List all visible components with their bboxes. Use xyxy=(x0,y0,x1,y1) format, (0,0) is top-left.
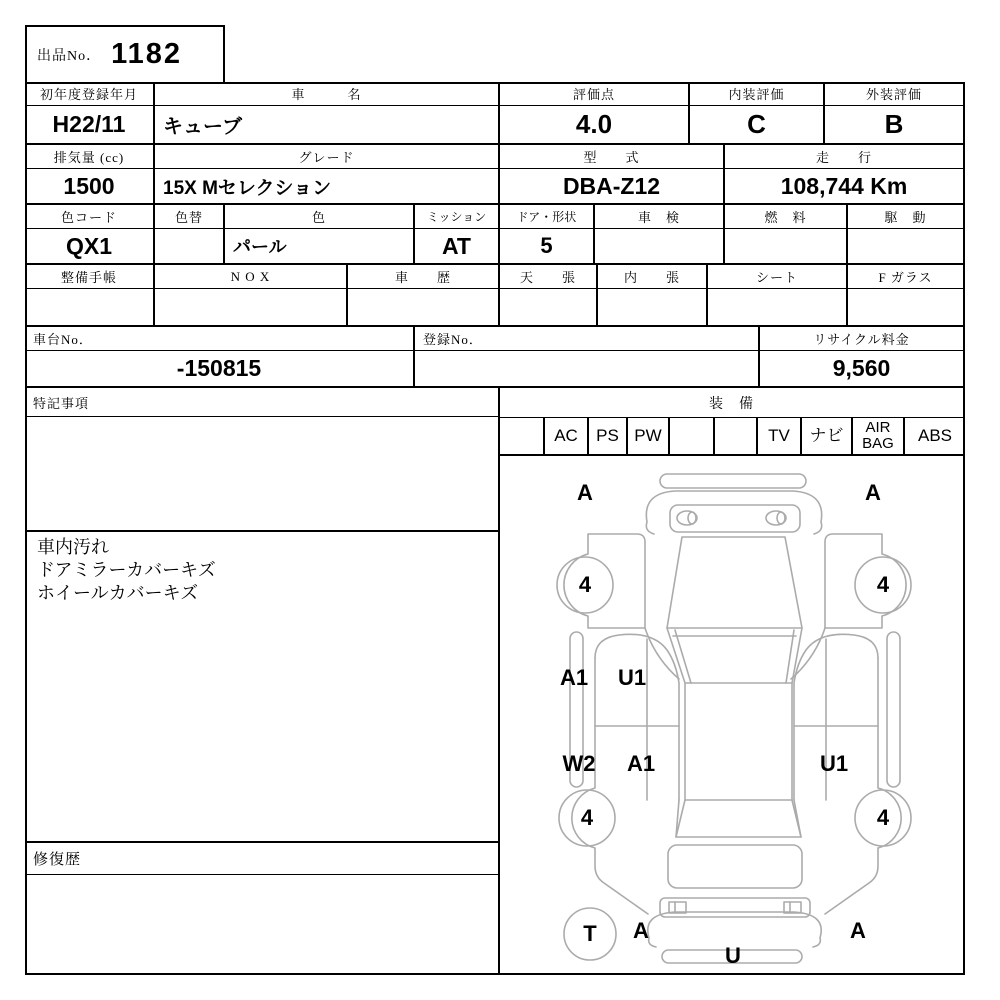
field-drive: 駆 動 xyxy=(848,205,965,265)
damage-mark-4: 4 xyxy=(578,572,592,597)
auction-no-value: 1182 xyxy=(111,38,183,70)
damage-mark-w2: W2 xyxy=(562,751,596,776)
field-interior-grade: 内装評価 C xyxy=(690,82,825,145)
equipment-cell-navi: ナビ xyxy=(802,418,853,454)
damage-mark-a1: A1 xyxy=(559,665,589,690)
field-inspection: 車 検 xyxy=(595,205,725,265)
damage-mark-u1: U1 xyxy=(617,665,647,690)
note-line: ドアミラーカバーキズ xyxy=(37,560,216,580)
field-color-change: 色替 xyxy=(155,205,225,265)
damage-mark-t: T xyxy=(583,921,597,946)
notes-box xyxy=(25,532,500,843)
damage-mark-4: 4 xyxy=(876,572,890,597)
damage-mark-a: A xyxy=(865,480,881,505)
field-grade: グレード 15X Mセレクション xyxy=(155,145,500,205)
notes-header: 特記事項 xyxy=(25,388,500,417)
equipment-cell-tv: TV xyxy=(758,418,802,454)
equipment-cell-pw: PW xyxy=(628,418,670,454)
notes-lines xyxy=(25,532,498,605)
field-car-history: 車 歴 xyxy=(348,265,500,327)
equipment-cell-abs: ABS xyxy=(917,426,953,445)
damage-mark-4: 4 xyxy=(876,805,890,830)
repair-history-header: 修復歴 xyxy=(25,843,500,875)
note-line: 車内汚れ xyxy=(37,537,109,557)
field-headliner: 天 張 xyxy=(500,265,598,327)
auction-no-box xyxy=(25,25,225,84)
field-displacement: 排気量 (cc) 1500 xyxy=(25,145,155,205)
damage-mark-4: 4 xyxy=(580,805,594,830)
damage-mark-a: A xyxy=(577,480,593,505)
field-seat: シート xyxy=(708,265,848,327)
field-model-code: 型 式 DBA-Z12 xyxy=(500,145,725,205)
field-nox: N O X xyxy=(155,265,348,327)
equipment-cell-airbag: AIR BAG xyxy=(853,418,905,454)
field-chassis-no: 車台No． -150815 xyxy=(25,327,415,388)
damage-mark-u1: U1 xyxy=(819,751,849,776)
damage-mark-a: A xyxy=(850,918,866,943)
car-top-view-drawing xyxy=(495,456,965,975)
field-front-glass: F ガラス xyxy=(848,265,965,327)
field-registration-no: 登録No． xyxy=(415,327,760,388)
damage-mark-u: U xyxy=(725,943,741,968)
damage-mark-a: A xyxy=(633,918,649,943)
field-transmission: ミッション AT xyxy=(415,205,500,265)
field-first-registration: 初年度登録年月 H22/11 xyxy=(25,82,155,145)
equipment-row xyxy=(500,418,965,456)
car-damage-diagram xyxy=(495,456,965,975)
note-line: ホイールカバーキズ xyxy=(37,583,199,603)
field-car-name: 車 名 キューブ xyxy=(155,82,500,145)
field-score: 評価点 4.0 xyxy=(500,82,690,145)
field-maintenance-book: 整備手帳 xyxy=(25,265,155,327)
equipment-cell xyxy=(500,418,545,454)
repair-history-box xyxy=(25,875,500,975)
auction-no-label: 出品No． xyxy=(37,48,102,64)
field-inner-trim: 内 張 xyxy=(598,265,708,327)
equipment-header: 装 備 xyxy=(500,388,965,418)
field-exterior-grade: 外装評価 B xyxy=(825,82,965,145)
equipment-cell xyxy=(715,418,758,454)
equipment-cell-ac: AC xyxy=(545,418,589,454)
notes-empty-box xyxy=(25,417,500,532)
field-color-code: 色コード QX1 xyxy=(25,205,155,265)
field-door-shape: ドア・形状 5 xyxy=(500,205,595,265)
damage-mark-a1: A1 xyxy=(626,751,656,776)
equipment-cell-ps: PS xyxy=(589,418,628,454)
field-mileage: 走 行 108,744 Km xyxy=(725,145,965,205)
field-fuel: 燃 料 xyxy=(725,205,848,265)
equipment-cell xyxy=(670,418,715,454)
field-color: 色 パール xyxy=(225,205,415,265)
field-recycle-fee: リサイクル料金 9,560 xyxy=(760,327,965,388)
